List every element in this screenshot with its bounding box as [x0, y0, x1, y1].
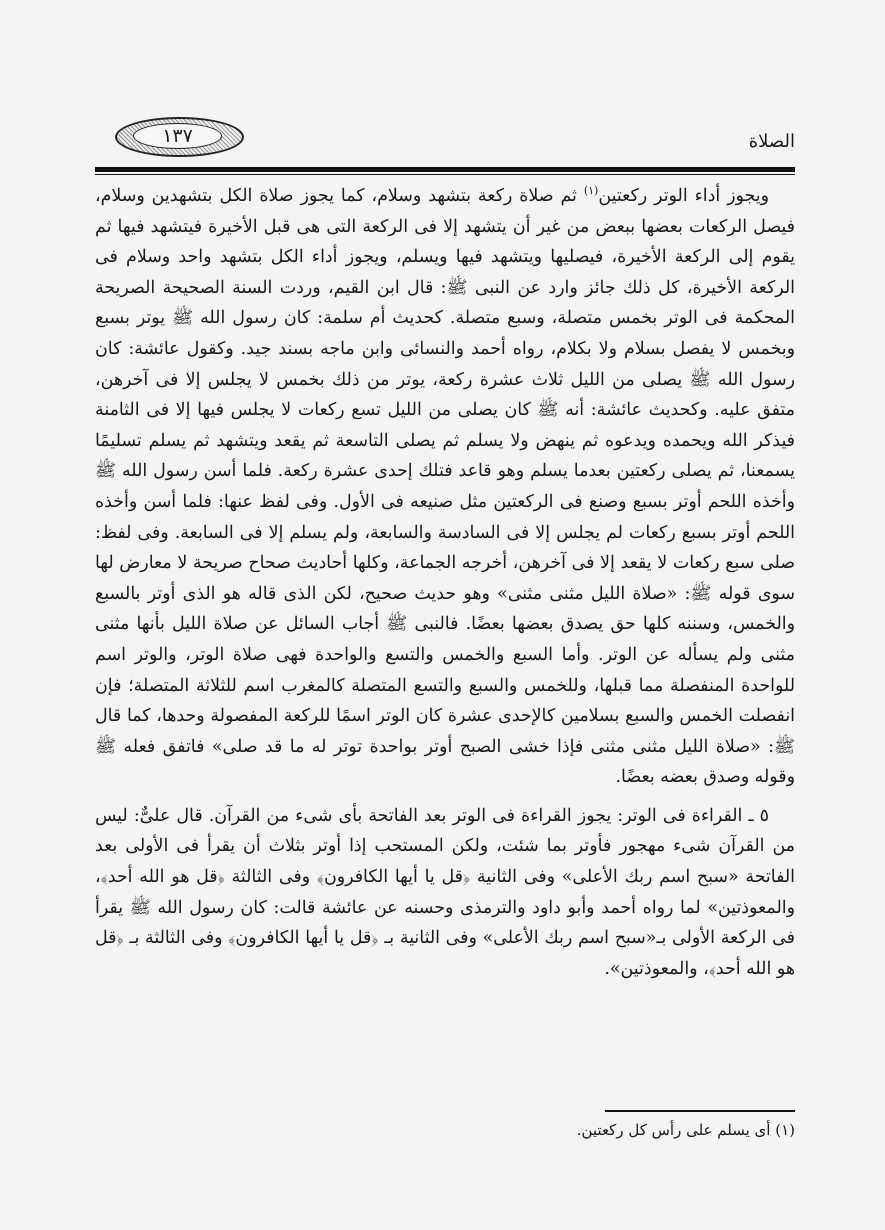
footnote-rule [605, 1110, 795, 1112]
paragraph-2: ٥ ـ القراءة فى الوتر: يجوز القراءة فى الوتر بعد الفاتحة بأى شىء من القرآن. قال علىٌّ: ليس من القرآن شىء مهجور فأوتر بما شئت، ولكن المستحب إذا أوتر بثلاث أن يقرأ فى الأولى بعد الفاتحة «سبح اسم ربك الأعلى» وفى الثانية ﴿قل يا أيها الكافرون﴾ وفى الثالثة ﴿قل هو الله أحد﴾، والمعوذتين» لما رواه أحمد وأبو داود والترمذى وحسنه عن عائشة قالت: كان رسول الله ﷺ يقرأ فى الركعة الأولى بـ«سبح اسم ربك الأعلى» وفى الثانية بـ ﴿قل يا أيها الكافرون﴾ وفى الثالثة بـ ﴿قل هو الله أحد﴾، والمعوذتين». [95, 805, 795, 979]
body-text [95, 181, 795, 984]
page-number-badge [115, 117, 244, 157]
header-rule-thick [95, 167, 795, 172]
footnote-marker: (١) [583, 184, 599, 198]
page-header [95, 115, 795, 165]
chapter-title: الصلاة [748, 131, 795, 152]
page-number: ١٣٧ [133, 123, 222, 149]
page [95, 95, 795, 1165]
paragraph-1-start: ويجوز أداء الوتر ركعتين [598, 186, 769, 206]
header-rule-thin [95, 174, 795, 175]
footnote: (١) أى يسلم على رأس كل ركعتين. [576, 1121, 795, 1139]
paragraph-1 [95, 181, 795, 793]
paragraph-1-rest: ثم صلاة ركعة بتشهد وسلام، كما يجوز صلاة الكل بتشهدين وسلام، فيصل الركعات بعضها ببعض من غير أن يتشهد إلا فى الركعة التى هى قبل الأخيرة فيتشهد فيها ثم يقوم إلى الركعة الأخيرة، فيصليها ويتشهد فيها ويسلم، ويجوز أداء الكل بتشهد واحد وسلام فى الركعة الأخيرة، كل ذلك جائز وارد عن النبى ﷺ: قال ابن القيم، وردت السنة الصحيحة الصريحة المحكمة فى الوتر بخمس متصلة، وسبع متصلة. كحديث أم سلمة: كان رسول الله ﷺ يوتر بسبع وبخمس لا يفصل بسلام ولا بكلام، رواه أحمد والنسائى وابن ماجه بسند جيد. وكقول عائشة: كان رسول الله ﷺ يصلى من الليل ثلاث عشرة ركعة، يوتر من ذلك بخمس لا يجلس إلا فى آخرهن، متفق عليه. وكحديث عائشة: أنه ﷺ كان يصلى من الليل تسع ركعات لا يجلس فيها إلا فى الثامنة فيذكر الله ويحمده ويدعوه ثم ينهض ولا يسلم ثم يصلى التاسعة ثم يقعد ويتشهد ثم يسلم تسليمًا يسمعنا، ثم يصلى ركعتين بعدما يسلم وهو قاعد فتلك إحدى عشرة ركعة. فلما أسن رسول الله ﷺ وأخذه اللحم أوتر بسبع وصنع فى الركعتين مثل صنيعه فى الأول. وفى لفظ عنها: فلما أسن وأخذه اللحم أوتر بسبع ركعات لم يجلس إلا فى السادسة والسابعة، ولم يسلم إلا فى السابعة. وفى لفظ: صلى سبع ركعات لا يقعد إلا فى آخرهن، أخرجه الجماعة، وكلها أحاديث صحاح صريحة لا معارض لها سوى قوله ﷺ: «صلاة الليل مثنى مثنى» وهو حديث صحيح، لكن الذى قاله هو الذى أوتر بالسبع والخمس، وسننه كلها حق يصدق بعضها بعضًا. فالنبى ﷺ أجاب السائل عن صلاة الليل بأنها مثنى مثنى ولم يسأله عن الوتر. وأما السبع والخمس والتسع والواحدة فهى صلاة الوتر، والوتر اسم للواحدة المنفصلة مما قبلها، وللخمس والسبع والتسع المتصلة كالمغرب اسم للثلاثة المتصلة؛ فإن انفصلت الخمس والسبع بسلامين كالإحدى عشرة كان الوتر اسمًا للركعة المفصولة وحدها، كما قال ﷺ: «صلاة الليل مثنى مثنى فإذا خشى الصبح أوتر بواحدة توتر له ما قد صلى» فاتفق فعله ﷺ وقوله وصدق بعضه بعضًا. [95, 186, 795, 788]
